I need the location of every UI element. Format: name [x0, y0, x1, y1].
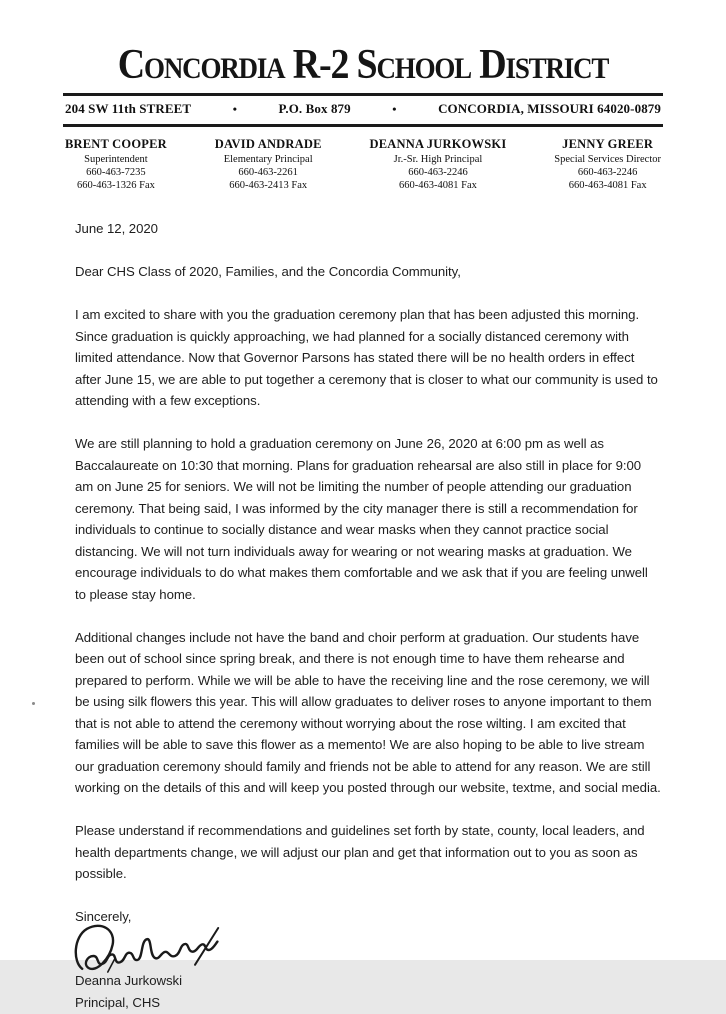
- letter-date: June 12, 2020: [75, 221, 158, 236]
- staff-fax: 660-463-2413 Fax: [229, 180, 308, 191]
- staff-fax: 660-463-1326 Fax: [76, 180, 155, 191]
- scan-artifact-dot: [32, 702, 35, 705]
- closing: Sincerely,: [75, 909, 132, 924]
- staff-fax: 660-463-4081 Fax: [568, 180, 647, 191]
- salutation: Dear CHS Class of 2020, Families, and the Concordia Community,: [75, 264, 461, 279]
- signer-name: Deanna Jurkowski: [75, 972, 182, 988]
- address-row: [63, 96, 663, 121]
- staff-title: Jr.-Sr. High Principal: [393, 154, 483, 165]
- staff-title: Superintendent: [84, 154, 148, 165]
- address-street: 204 SW 11th STREET: [65, 101, 192, 116]
- staff-card-high-principal: [370, 138, 507, 192]
- paragraph-additional-changes: Additional changes include not have the band and choir perform at graduation. Our students have been out of school since spring break, and there is not enough time to have them rehearse and prepared to perform. While we will be able to have the receiving line and the rose ceremony, we will be using silk flowers this year. This will allow graduates to deliver roses to anyone important to them that is not able to attend the ceremony without worrying about the rose wilting. I am excited that families will be able to save this flower as a memento! We are also hoping to be able to live stream our graduation ceremony should family and friends not be able to attend for any reason. We are still working on the details of this and will keep you posted through our website, textme, and social media.: [75, 629, 661, 795]
- staff-title: Special Services Director: [554, 154, 661, 165]
- staff-card-superintendent: [65, 138, 167, 192]
- address-city: CONCORDIA, MISSOURI 64020-0879: [438, 101, 661, 116]
- staff-name: DAVID ANDRADE: [214, 137, 322, 151]
- bullet-separator-icon: •: [232, 101, 238, 116]
- staff-name: DEANNA JURKOWSKI: [369, 137, 507, 151]
- staff-phone: 660-463-7235: [86, 167, 146, 178]
- address-po-box: P.O. Box 879: [278, 101, 351, 116]
- staff-phone: 660-463-2246: [408, 167, 468, 178]
- staff-phone: 660-463-2261: [238, 167, 298, 178]
- paragraph-schedule: We are still planning to hold a graduation ceremony on June 26, 2020 at 6:00 pm as well as Baccalaureate on 10:30 that morning. Plans for graduation rehearsal are also still in place for 9:00 am on June 25 for seniors. We will not be limiting the number of people attending our graduation ceremony. That being said, I was informed by the city manager there is still a recommendation for individuals to continue to socially distance and wear masks when they cannot practice social distancing. We will not turn individuals away for wearing or not wearing masks at graduation. We encourage individuals to do what makes them comfortable and we ask that if you are feeling unwell to please stay home.: [75, 436, 648, 602]
- staff-phone: 660-463-2246: [577, 167, 638, 178]
- staff-title: Elementary Principal: [223, 154, 313, 165]
- letter-body: [75, 218, 662, 1014]
- staff-card-elementary-principal: [215, 138, 322, 192]
- signer-title: Principal, CHS: [75, 994, 161, 1010]
- staff-fax: 660-463-4081 Fax: [399, 180, 477, 191]
- staff-card-special-services: [554, 138, 661, 192]
- bullet-separator-icon: •: [392, 101, 397, 116]
- staff-name: JENNY GREER: [562, 137, 654, 151]
- staff-directory: [63, 127, 663, 192]
- paragraph-guidelines: Please understand if recommendations and guidelines set forth by state, county, local leaders, and health departments change, we will adjust our plan and get that information out to you as soon as possible.: [75, 823, 645, 881]
- staff-name: BRENT COOPER: [65, 137, 167, 151]
- signature-image: [71, 920, 662, 976]
- letterhead: [63, 41, 663, 192]
- paragraph-ceremony-plan: I am excited to share with you the graduation ceremony plan that has been adjusted this morning. Since graduation is quickly approaching, we had planned for a socially distanced ceremony with limited attendance. Now that Governor Parsons has stated there will be no health orders in effect after June 15, we are able to put together a ceremony that is closer to what our community is used to attending with a few exceptions.: [75, 307, 658, 408]
- district-title: Concordia R-2 School District: [117, 41, 609, 88]
